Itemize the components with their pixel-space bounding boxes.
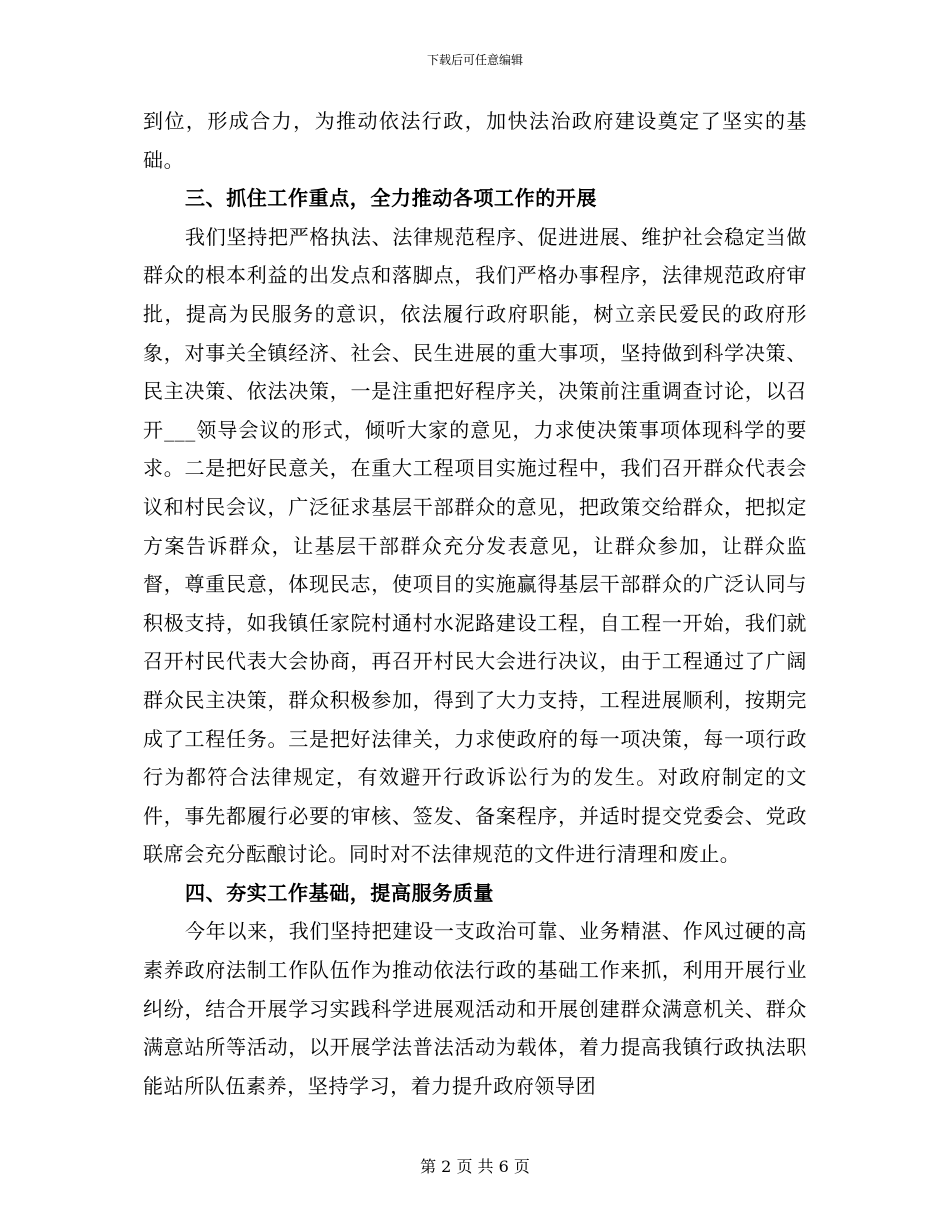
page-footer: 第 2 页 共 6 页 [420, 1157, 530, 1176]
paragraph-section-3: 我们坚持把严格执法、法律规范程序、促进进展、维护社会稳定当做群众的根本利益的出发点和落脚点，我们严格办事程序，法律规范政府审批，提高为民服务的意识，依法履行政府职能，树立亲民爱民的政府形象，对事关全镇经济、社会、民生进展的重大事项，坚持做到科学决策、民主决策、依法决策，一是注重把好程序关，决策前注重调查讨论，以召开___领导会议的形式，倾听大家的意见，力求使决策事项体现科学的要求。二是把好民意关，在重大工程项目实施过程中，我们召开群众代表会议和村民会议，广泛征求基层干部群众的意见，把政策交给群众，把拟定方案告诉群众，让基层干部群众充分发表意见，让群众参加，让群众监督，尊重民意，体现民志，使项目的实施赢得基层干部群众的广泛认同与积极支持，如我镇任家院村通村水泥路建设工程，自工程一开始，我们就召开村民代表大会协商，再召开村民大会进行决议，由于工程通过了广阔群众民主决策，群众积极参加，得到了大力支持，工程进展顺利，按期完成了工程任务。三是把好法律关，力求使政府的每一项决策，每一项行政行为都符合法律规定，有效避开行政诉讼行为的发生。对政府制定的文件，事先都履行必要的审核、签发、备案程序，并适时提交党委会、党政联席会充分酝酿讨论。同时对不法律规范的文件进行清理和废止。 [143, 224, 807, 867]
document-body [143, 102, 807, 1105]
paragraph-section-4: 今年以来，我们坚持把建设一支政治可靠、业务精湛、作风过硬的高素养政府法制工作队伍作为推动依法行政的基础工作来抓，利用开展行业纠纷，结合开展学习实践科学进展观活动和开展创建群众满意机关、群众满意站所等活动，以开展学法普法活动为载体，着力提高我镇行政执法职能站所队伍素养，坚持学习，着力提升政府领导团 [143, 919, 807, 1098]
paragraph-continuation: 到位，形成合力，为推动依法行政，加快法治政府建设奠定了坚实的基础。 [143, 109, 807, 172]
section-heading-3: 三、抓住工作重点，全力推动各项工作的开展 [185, 186, 597, 211]
page-header: 下载后可任意编辑 [426, 53, 523, 67]
section-heading-4: 四、夯实工作基础，提高服务质量 [185, 880, 494, 905]
